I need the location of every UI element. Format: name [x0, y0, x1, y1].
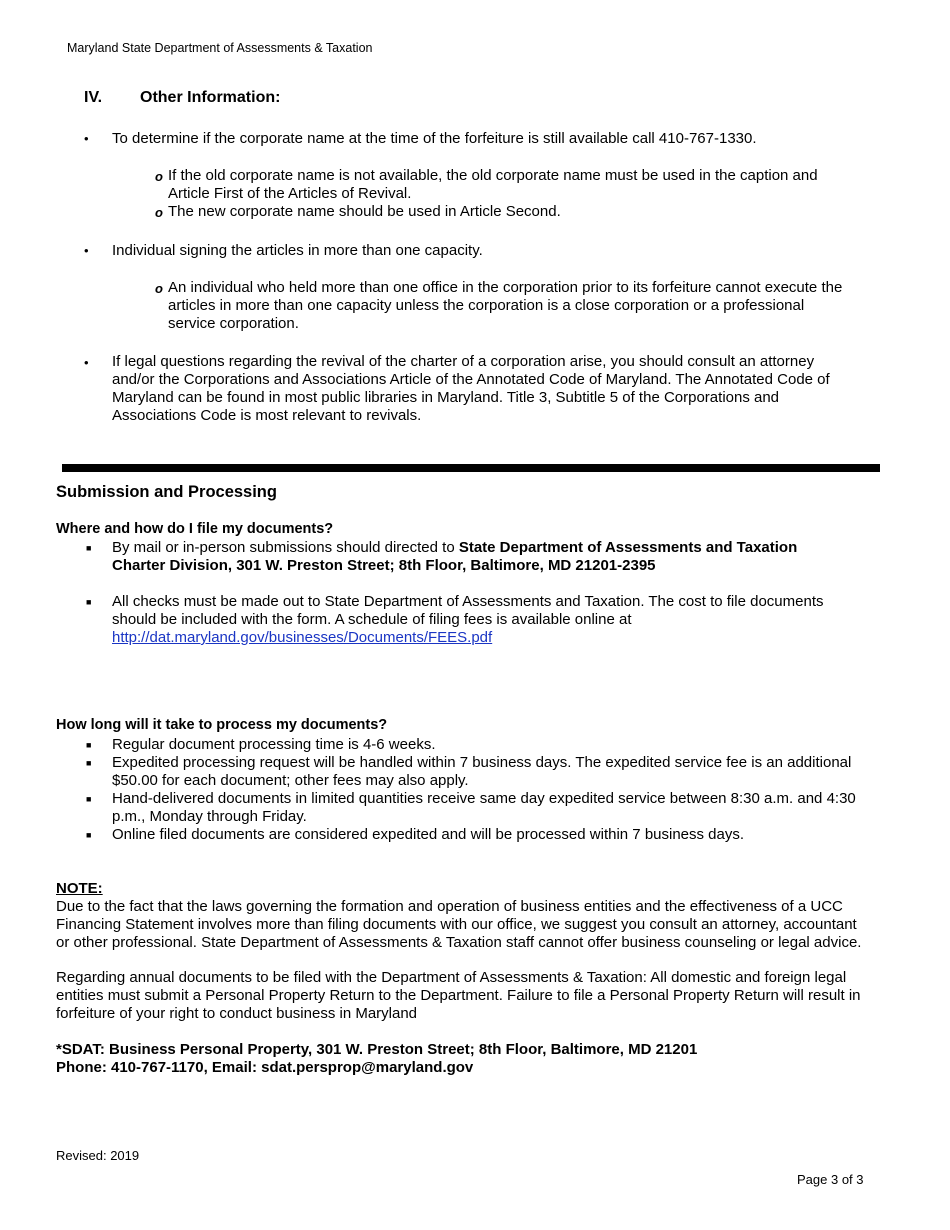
note-text: Due to the fact that the laws governing the formation and operation of business entities and the effectiveness of a UCC	[56, 898, 843, 915]
sub-bullet-icon: o	[155, 169, 163, 184]
square-bullet-icon: ■	[86, 758, 92, 768]
mail-instructions: By mail or in-person submissions should directed to	[112, 539, 459, 556]
page-header: Maryland State Department of Assessments & Taxation	[67, 41, 373, 55]
square-bullet-icon: ■	[86, 740, 92, 750]
submission-title: Submission and Processing	[56, 483, 277, 501]
contact-phone-email: Phone: 410-767-1170, Email: sdat.persprop@maryland.gov	[56, 1059, 474, 1076]
note-label: NOTE:	[56, 880, 103, 897]
fees-link-line	[112, 629, 492, 647]
section-heading: Other Information:	[140, 89, 281, 106]
list-item: $50.00 for each document; other fees may also apply.	[112, 772, 469, 789]
agency-address: Charter Division, 301 W. Preston Street; 8th Floor, Baltimore, MD 21201-2395	[112, 557, 656, 574]
sub-list-item: Article First of the Articles of Revival.	[168, 185, 412, 202]
note-text: Financing Statement involves more than filing documents with our office, we suggest you consult an attorney, accountant	[56, 916, 857, 933]
list-item: Online filed documents are considered expedited and will be processed within 7 business days.	[112, 826, 745, 843]
list-item: should be included with the form. A schedule of filing fees is available online at	[112, 611, 632, 628]
list-item: Expedited processing request will be handled within 7 business days. The expedited service fee is an additional	[112, 754, 852, 771]
sub-bullet-icon: o	[155, 205, 163, 220]
bullet-icon: •	[84, 131, 89, 146]
list-item: p.m., Monday through Friday.	[112, 808, 307, 825]
where-question: Where and how do I file my documents?	[56, 521, 334, 537]
list-item: and/or the Corporations and Associations Article of the Annotated Code of Maryland. The Annotated Code of	[112, 371, 830, 388]
sub-bullet-icon: o	[155, 281, 163, 296]
note-text: entities must submit a Personal Property Return to the Department. Failure to file a Personal Property Return will result in	[56, 987, 861, 1004]
sub-list-item: The new corporate name should be used in Article Second.	[168, 203, 561, 220]
note-text: forfeiture of your right to conduct business in Maryland	[56, 1005, 418, 1022]
square-bullet-icon: ■	[86, 830, 92, 840]
square-bullet-icon: ■	[86, 543, 92, 553]
revised-date: Revised: 2019	[56, 1148, 140, 1163]
bullet-icon: •	[84, 243, 89, 258]
section-number: IV.	[84, 89, 103, 106]
section-title	[84, 89, 280, 107]
sub-list-item: If the old corporate name is not available, the old corporate name must be used in the caption and	[168, 167, 818, 184]
list-item: Associations Code is most relevant to revivals.	[112, 407, 422, 424]
section-divider	[62, 464, 880, 472]
list-item: Hand-delivered documents in limited quantities receive same day expedited service between 8:30 a.m. and 4:30	[112, 790, 856, 807]
sub-list-item: articles in more than one capacity unless the corporation is a close corporation or a professional	[168, 297, 805, 314]
page-number: Page 3 of 3	[797, 1172, 864, 1187]
list-item: Individual signing the articles in more than one capacity.	[112, 242, 483, 259]
list-item: To determine if the corporate name at the time of the forfeiture is still available call 410-767-1330.	[112, 130, 757, 147]
contact-address: *SDAT: Business Personal Property, 301 W. Preston Street; 8th Floor, Baltimore, MD 21201	[56, 1041, 698, 1058]
list-item: All checks must be made out to State Department of Assessments and Taxation. The cost to file documents	[112, 593, 824, 610]
square-bullet-icon: ■	[86, 794, 92, 804]
bullet-icon: •	[84, 355, 89, 370]
fees-link[interactable]: http://dat.maryland.gov/businesses/Documents/FEES.pdf	[112, 629, 493, 646]
list-item: Regular document processing time is 4-6 weeks.	[112, 736, 436, 753]
sub-list-item: An individual who held more than one office in the corporation prior to its forfeiture cannot execute the	[168, 279, 843, 296]
list-item: If legal questions regarding the revival of the charter of a corporation arise, you should consult an attorney	[112, 353, 815, 370]
sub-list-item: service corporation.	[168, 315, 299, 332]
note-text: or other professional. State Department of Assessments & Taxation staff cannot offer business counseling or legal advice.	[56, 934, 862, 951]
note-text: Regarding annual documents to be filed with the Department of Assessments & Taxation: All domestic and foreign legal	[56, 969, 847, 986]
square-bullet-icon: ■	[86, 597, 92, 607]
howlong-question: How long will it take to process my documents?	[56, 717, 388, 733]
list-item: Maryland can be found in most public libraries in Maryland. Title 3, Subtitle 5 of the Corporations and	[112, 389, 780, 406]
list-item	[112, 539, 797, 557]
agency-name: State Department of Assessments and Taxation	[458, 539, 798, 556]
